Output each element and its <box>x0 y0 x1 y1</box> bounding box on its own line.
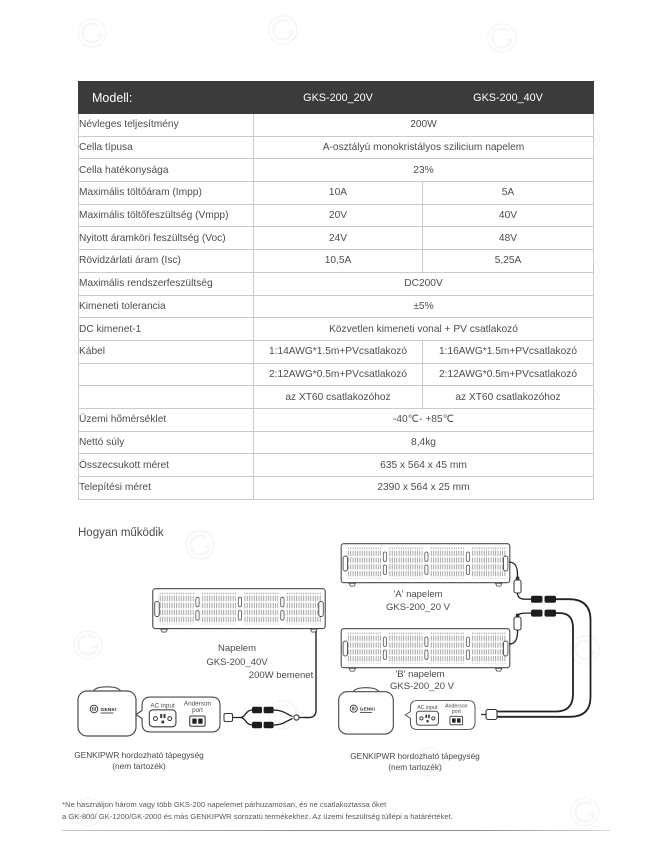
spec-value-cell: 200W <box>254 114 594 137</box>
table-row <box>79 182 594 205</box>
input-power-label: 200W bemenet <box>248 670 314 681</box>
left-station-label: GENKIPWR hordozható tápegység <box>74 750 204 760</box>
spec-value-cell: 2390 x 564 x 25 mm <box>254 477 594 500</box>
spec-value-cell: A-osztályú monokristályos szilicium napelem <box>254 136 594 159</box>
solar-panel-b <box>341 629 510 671</box>
power-station-right <box>339 688 394 734</box>
spec-label-cell: Nyitott áramköri feszültség (Voc) <box>79 227 254 250</box>
spec-label-cell: Cella hatékonysága <box>79 159 254 182</box>
footnote-line1: *Ne használjon három vagy több GKS-200 napelemet párhuzamosan, és ne csatlakoztassa őket <box>62 800 387 809</box>
mc4-connector <box>531 596 556 603</box>
model-header-label: Modell: <box>79 82 254 114</box>
spec-label-cell: Cella típusa <box>79 136 254 159</box>
bottom-divider <box>62 830 610 831</box>
footnote <box>62 799 453 823</box>
how-it-works-diagram: GENKI AC input Anderson port Napelem GKS-200_40V 200W bemenet GENKIPWR hordozható tápegység (nem tartozék) 'A' napelem GKS-200_20 V 'B' napelem GKS-200_20 V GENKIPWR hordozható tápegység (nem tartozék) <box>0 518 671 800</box>
left-station-note: (nem tartozék) <box>112 761 166 771</box>
spec-header-row <box>79 82 594 114</box>
y-splitter-cable <box>224 707 304 728</box>
spec-value-cell: 1:16AWG*1.5m+PVcsatlakozó <box>423 340 594 363</box>
spec-label-cell: Névleges teljesítmény <box>79 114 254 137</box>
spec-value-cell: 5,25A <box>423 250 594 273</box>
spec-value-cell: 10,5A <box>254 250 423 273</box>
footnote-line2: a GK-800/ GK-1200/GK-2000 és más GENKIPWR sorozatú termékekhez. Az üzemi feszültség túllépi a határértéket. <box>62 811 453 821</box>
spec-label-cell: Telepítési méret <box>79 477 254 500</box>
spec-value-cell: az XT60 csatlakozóhoz <box>423 386 594 409</box>
spec-value-cell: 5A <box>423 182 594 205</box>
spec-label-cell: Kábel <box>79 340 254 363</box>
panel-b-model: GKS-200_20 V <box>390 681 454 692</box>
xt60-plug <box>224 714 233 722</box>
table-row <box>79 318 594 341</box>
spec-value-cell: 40V <box>423 204 594 227</box>
spec-value-cell: 635 x 564 x 45 mm <box>254 454 594 477</box>
spec-value-cell: 23% <box>254 159 594 182</box>
spec-value-cell: 48V <box>423 227 594 250</box>
mc4-connector <box>531 610 556 617</box>
spec-value-cell: 2:12AWG*0.5m+PVcsatlakozó <box>254 363 423 386</box>
panel-a-name: 'A' napelem <box>393 589 443 600</box>
spec-value-cell: ±5% <box>254 295 594 318</box>
panel-b-name: 'B' napelem <box>395 669 445 680</box>
table-row <box>79 431 594 454</box>
spec-value-cell: 10A <box>254 182 423 205</box>
spec-label-cell: DC kimenet-1 <box>79 318 254 341</box>
spec-value-cell: -40℃- +85℃ <box>254 408 594 431</box>
table-row <box>79 363 594 386</box>
panel-a-model: GKS-200_20 V <box>386 602 450 613</box>
right-station-label: GENKIPWR hordozható tápegység <box>350 751 480 761</box>
spec-label-cell: Rövidzárlati áram (Isc) <box>79 250 254 273</box>
table-row <box>79 408 594 431</box>
spec-label-cell <box>79 386 254 409</box>
table-row <box>79 454 594 477</box>
table-row <box>79 204 594 227</box>
table-row <box>79 295 594 318</box>
solar-panel-left <box>153 589 325 632</box>
spec-value-cell: 2:12AWG*0.5m+PVcsatlakozó <box>423 363 594 386</box>
spec-value-cell: 24V <box>254 227 423 250</box>
table-row <box>79 340 594 363</box>
spec-label-cell <box>79 363 254 386</box>
table-row <box>79 136 594 159</box>
table-row <box>79 114 594 137</box>
spec-label-cell: Maximális töltőáram (Impp) <box>79 182 254 205</box>
right-station-note: (nem tartozék) <box>388 762 442 772</box>
table-row <box>79 227 594 250</box>
mc4-connector <box>252 707 274 728</box>
spec-value-cell: Közvetlen kimeneti vonal + PV csatlakozó <box>254 318 594 341</box>
ports-callout-right <box>405 701 475 730</box>
spec-label-cell: Kimeneti tolerancia <box>79 295 254 318</box>
table-row <box>79 159 594 182</box>
xt60-plug-right <box>481 710 497 720</box>
table-row <box>79 477 594 500</box>
spec-value-cell: az XT60 csatlakozóhoz <box>254 386 423 409</box>
left-panel-name: Napelem <box>217 643 257 654</box>
spec-label-cell: Maximális rendszerfeszültség <box>79 272 254 295</box>
spec-value-cell: 20V <box>254 204 423 227</box>
table-row <box>79 272 594 295</box>
spec-table <box>78 81 594 500</box>
solar-panel-a <box>341 544 510 586</box>
how-it-works-title: Hogyan működik <box>78 527 164 539</box>
power-station-left <box>78 687 136 736</box>
spec-label-cell: Nettó súly <box>79 431 254 454</box>
table-row <box>79 250 594 273</box>
spec-value-cell: 8,4kg <box>254 431 594 454</box>
table-row <box>79 386 594 409</box>
column-header-40v: GKS-200_40V <box>423 82 594 114</box>
spec-label-cell: Összecsukott méret <box>79 454 254 477</box>
spec-label-cell: Üzemi hőmérséklet <box>79 408 254 431</box>
left-panel-model: GKS-200_40V <box>206 657 268 668</box>
spec-value-cell: 1:14AWG*1.5m+PVcsatlakozó <box>254 340 423 363</box>
ports-callout-left <box>136 697 220 732</box>
column-header-20v: GKS-200_20V <box>254 82 423 114</box>
spec-label-cell: Maximális töltőfeszültség (Vmpp) <box>79 204 254 227</box>
panel-a-cable <box>497 562 591 717</box>
spec-value-cell: DC200V <box>254 272 594 295</box>
